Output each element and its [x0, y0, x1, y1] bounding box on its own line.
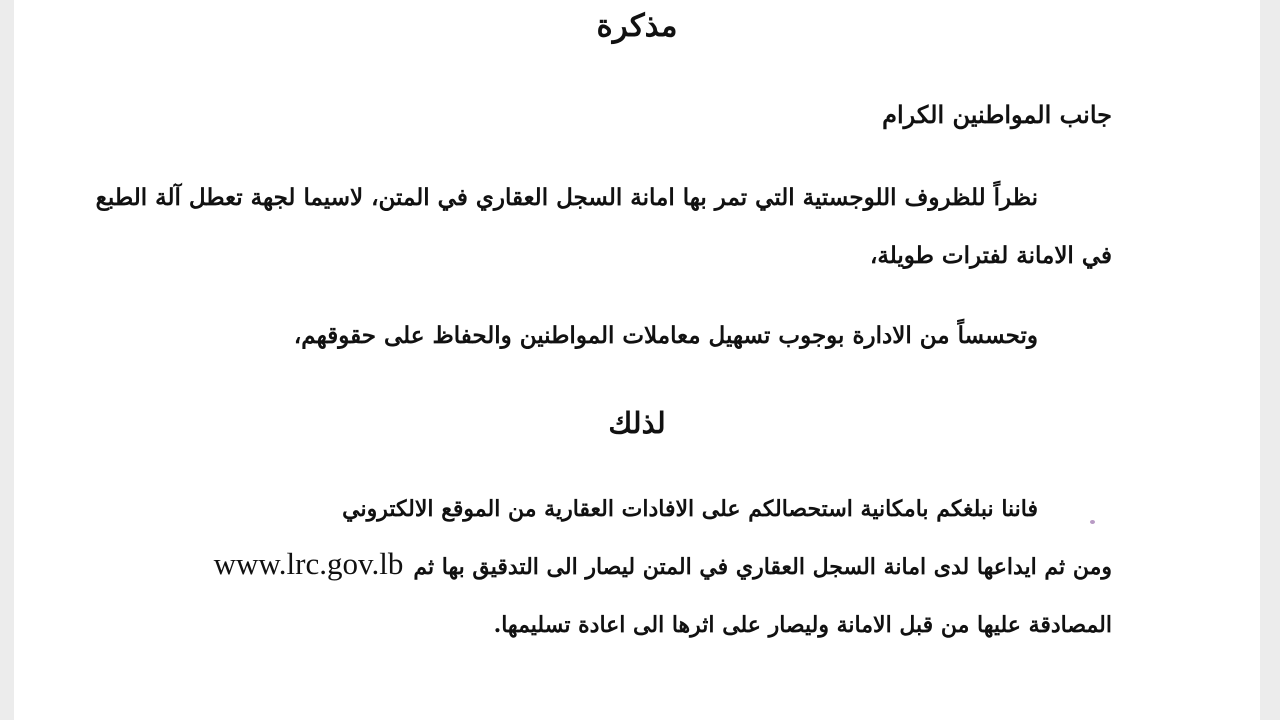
paragraph-3-line-1: فاننا نبلغكم بامكانية استحصالكم على الافادات العقارية من الموقع الالكتروني	[342, 496, 1038, 522]
memo-title: مذكرة	[596, 8, 678, 44]
conclusion-heading: لذلك	[608, 406, 666, 440]
paragraph-1-line-1: نظراً للظروف اللوجستية التي تمر بها امانة السجل العقاري في المتن، لاسيما لجهة تعطل آلة الطبع	[95, 184, 1038, 211]
website-url: www.lrc.gov.lb	[213, 546, 404, 581]
paragraph-2: وتحسساً من الادارة بوجوب تسهيل معاملات المواطنين والحفاظ على حقوقهم،	[293, 322, 1038, 349]
paragraph-3-line-2-text: ومن ثم ايداعها لدى امانة السجل العقاري في المتن ليصار الى التدقيق بها ثم	[413, 554, 1112, 580]
salutation: جانب المواطنين الكرام	[882, 100, 1112, 129]
paragraph-3-line-3: المصادقة عليها من قبل الامانة وليصار على اثرها الى اعادة تسليمها.	[493, 612, 1112, 638]
paragraph-1-line-2: في الامانة لفترات طويلة،	[869, 242, 1112, 269]
ink-speck	[1090, 520, 1095, 524]
memo-page	[14, 0, 1260, 720]
paragraph-3-line-2	[214, 546, 1112, 582]
